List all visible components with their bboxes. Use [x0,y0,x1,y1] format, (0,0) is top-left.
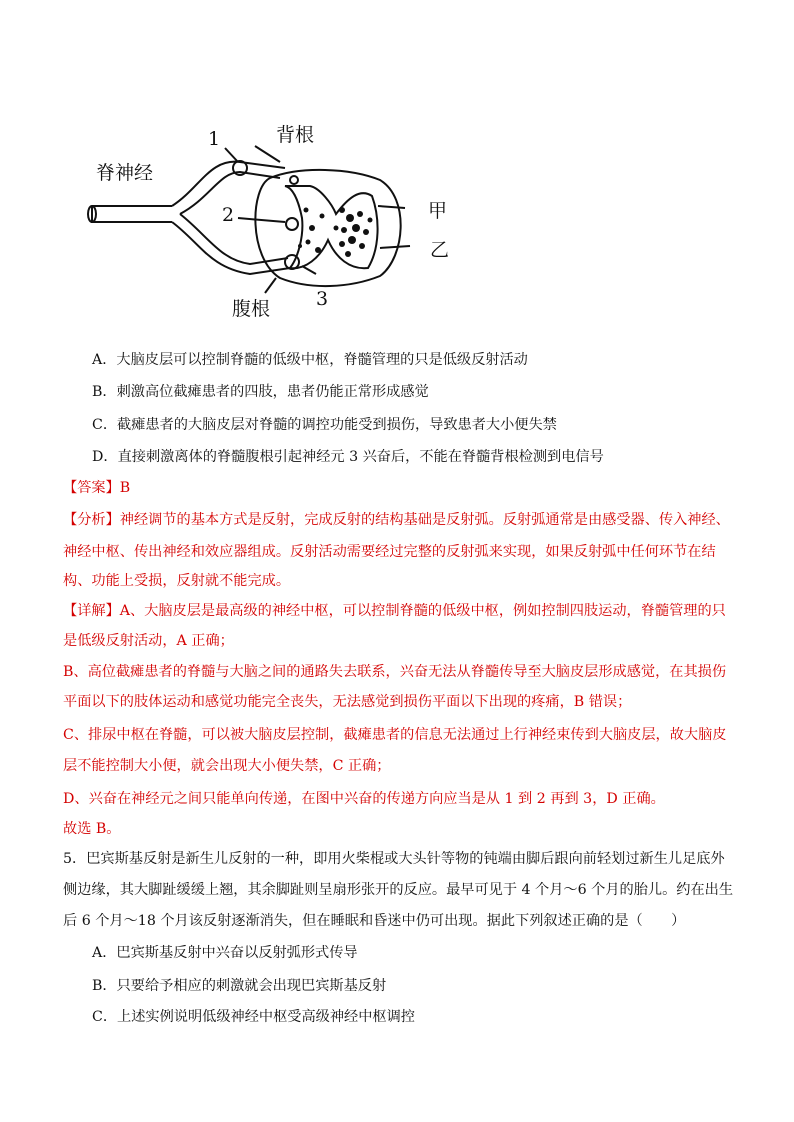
leader-ventral-root [265,278,276,293]
q5-option-b: B．只要给予相应的刺激就会出现巴宾斯基反射 [92,978,387,994]
dorsal-root-outer [172,162,285,206]
ventral-root-outer [172,222,290,274]
analysis-line: 神经中枢、传出神经和效应器组成。反射活动需要经过完整的反射弧来实现，如果反射弧中任何环节在结 [63,544,716,560]
grey-matter [285,186,378,268]
leader-yi [380,246,410,248]
label-ventral-root: 腹根 [232,298,271,320]
detail-line: 是低级反射活动，A 正确； [63,633,234,649]
spinal-cord-outline [255,170,400,286]
detail-line: 【详解】A、大脑皮层是最高级的神经中枢，可以控制脊髓的低级中枢，例如控制四肢运动，脊髓管理的只 [63,603,726,619]
answer: 【答案】B [63,480,131,496]
detail-line: C、排尿中枢在脊髓，可以被大脑皮层控制，截瘫患者的信息无法通过上行神经束传到大脑皮层，故大脑皮 [63,727,727,743]
leader-1 [225,148,238,162]
option-d: D．直接刺激离体的脊髓腹根引起神经元 3 兴奋后，不能在脊髓背根检测到电信号 [92,449,604,465]
label-num-3: 3 [316,288,329,310]
q5-stem-line: 5．巴宾斯基反射是新生儿反射的一种，即用火柴棍或大头针等物的钝端由脚后跟向前轻划过新生儿足底外 [63,851,725,867]
label-num-2: 2 [222,204,235,226]
label-yi: 乙 [430,239,450,261]
interneuron-2 [286,218,298,230]
q5-option-c: C．上述实例说明低级神经中枢受高级神经中枢调控 [92,1009,415,1025]
leader-2 [238,218,285,222]
option-b: B．刺激高位截瘫患者的四肢，患者仍能正常形成感觉 [92,384,429,400]
label-num-1: 1 [208,128,221,150]
analysis-line: 构、功能上受损，反射就不能完成。 [63,573,291,589]
nerve-trunk-lower-edge [92,206,172,222]
detail-line: 层不能控制大小便，就会出现大小便失禁，C 正确； [63,758,391,774]
option-a: A．大脑皮层可以控制脊髓的低级中枢，脊髓管理的只是低级反射活动 [92,352,528,368]
detail-line: D、兴奋在神经元之间只能单向传递，在图中兴奋的传递方向应当是从 1 到 2 再到 3，D 正确。 [63,791,665,807]
label-jia: 甲 [428,200,448,222]
leader-jia [378,206,405,208]
q5-stem-line: 后 6 个月～18 个月该反射逐渐消失，但在睡眠和昏迷中仍可出现。据此下列叙述正确的是（ ） [63,913,686,929]
leader-dorsal-root [255,146,280,162]
option-c: C．截瘫患者的大脑皮层对脊髓的调控功能受到损伤，导致患者大小便失禁 [92,417,557,433]
q5-option-a: A．巴宾斯基反射中兴奋以反射弧形式传导 [92,945,358,961]
leader-3 [302,266,316,274]
q5-stem-line: 侧边缘，其大脚趾缓缓上翘，其余脚趾则呈扇形张开的反应。最早可见于 4 个月～6 个月的胎儿。约在出生 [63,882,734,898]
label-spinal-nerve: 脊神经 [96,162,154,184]
detail-line: B、高位截瘫患者的脊髓与大脑之间的通路失去联系，兴奋无法从脊髓传导至大脑皮层形成感觉，在其损伤 [63,664,727,680]
spinal-cord-diagram [80,118,480,328]
label-dorsal-root: 背根 [276,124,315,146]
analysis-line: 【分析】神经调节的基本方式是反射，完成反射的结构基础是反射弧。反射弧通常是由感受器、传入神经、 [63,512,730,528]
dorsal-horn-dot [290,176,298,184]
spinal-cord-drawing [80,118,480,328]
detail-line: 平面以下的肢体运动和感觉功能完全丧失，无法感觉到损伤平面以下出现的疼痛，B 错误； [63,694,632,710]
detail-line: 故选 B。 [63,821,121,837]
